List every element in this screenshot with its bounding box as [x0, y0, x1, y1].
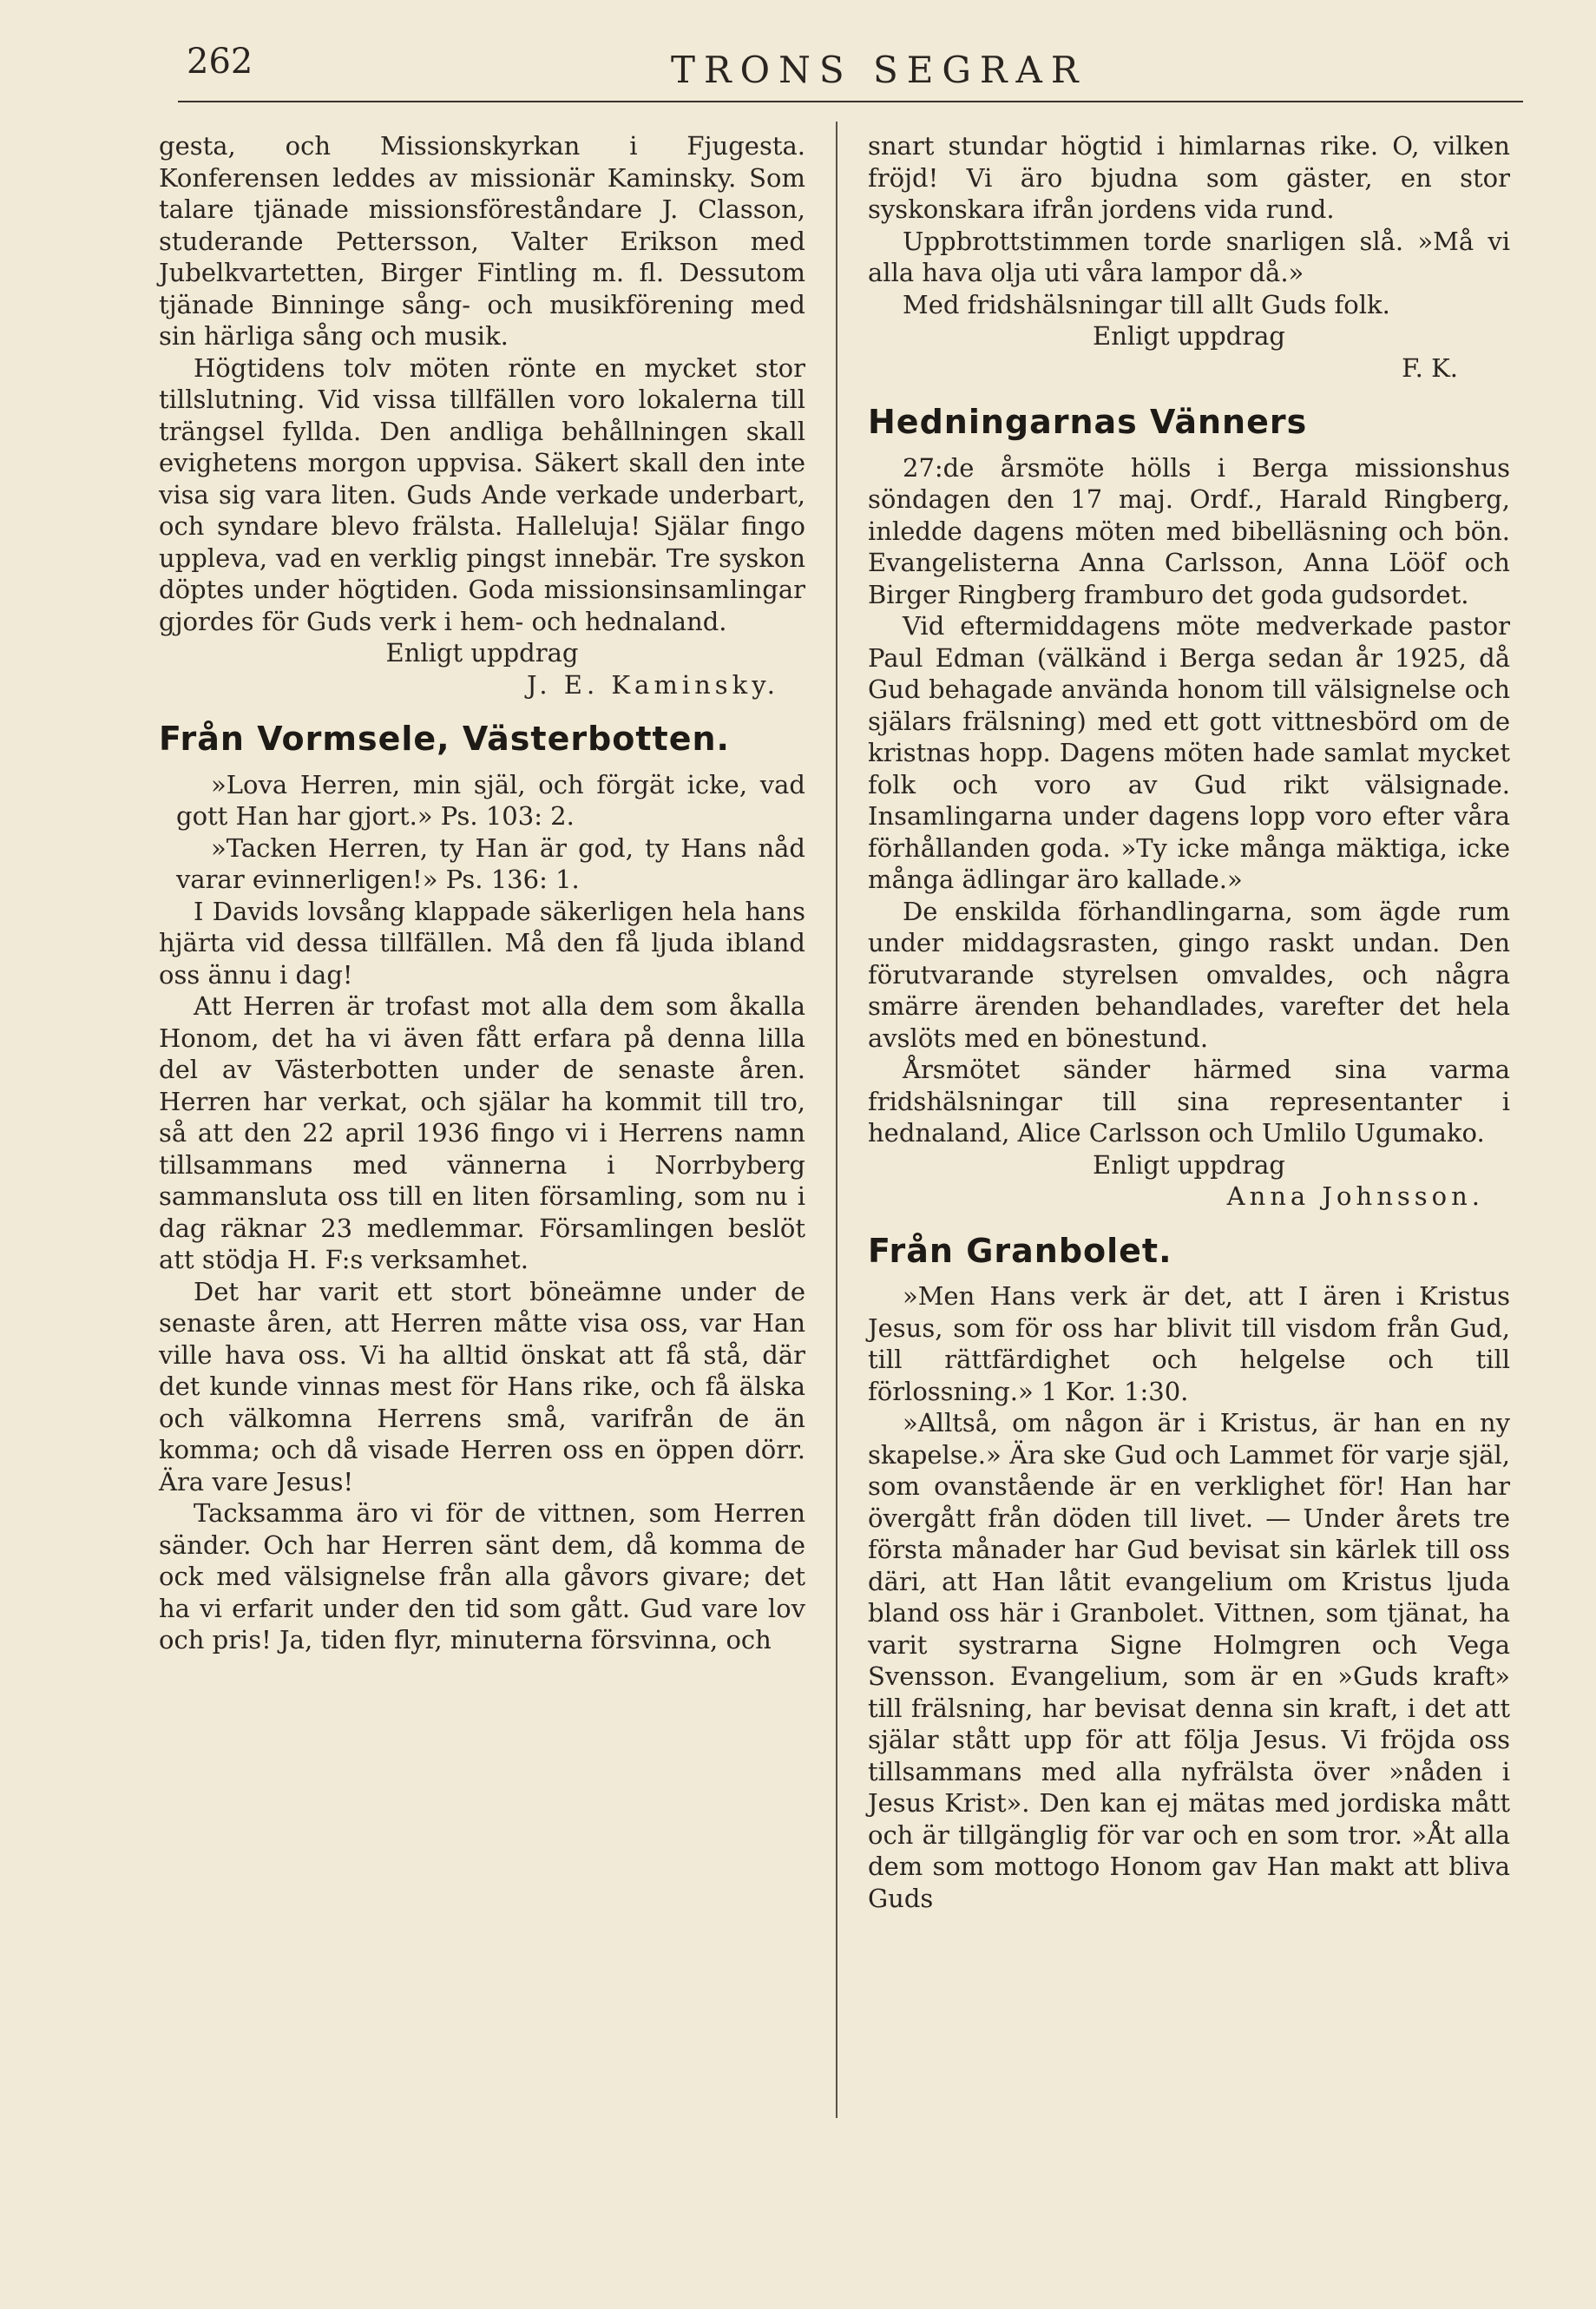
article-paragraph: Med fridshälsningar till allt Guds folk. — [903, 289, 1390, 319]
article-paragraph: gesta, och Missionskyrkan i Fjugesta. Konferensen leddes av missionär Kaminsky. Som talare tjänade missionsföreståndare J. Classon, studerande Pettersson, Valter Erikson med Jubelkvartetten, Birger Fintling m. fl. Dessutom tjänade Binninge sång- och musikförening med sin härliga sång och musik. — [159, 131, 805, 351]
scripture-quote: »Men Hans verk är det, att I ären i Kristus Jesus, som för oss har blivit till visdom från Gud, till rättfärdighet och helgelse och till förlossning.» 1 Kor. 1:30. — [868, 1281, 1510, 1406]
signature-label: Enligt uppdrag — [1093, 1149, 1285, 1180]
scripture-quote: »Lova Herren, min själ, och förgät icke, vad gott Han har gjort.» Ps. 103: 2. — [176, 769, 805, 831]
article-paragraph: Det har varit ett stort böneämne under de senaste åren, att Herren måtte visa oss, var Han ville hava oss. Vi ha alltid önskat att få stå, där det kunde vinnas mest för Hans rike, och få älska och välkomna Herrens små, varifrån de än komma; och då visade Herren oss en öppen dörr. Ära vare Jesus! — [159, 1276, 805, 1497]
scripture-quote: »Tacken Herren, ty Han är god, ty Hans nåd varar evinnerligen!» Ps. 136: 1. — [176, 832, 805, 894]
article-paragraph: »Alltså, om någon är i Kristus, är han en ny skapelse.» Ära ske Gud och Lammet för varje själ, som ovanstående är en verklighet för! Han har övergått från döden till livet. — Under årets tre första månader har Gud bevisat sin kärlek till oss däri, att Han låtit evangelium om Kristus ljuda bland oss här i Granbolet. Vittnen, som tjänat, ha varit systrarna Signe Holmgren och Vega Svensson. Evangelium, som är en »Guds kraft» till frälsning, har bevisat denna sin kraft, i det att själar stått upp för att följa Jesus. Vi fröjda oss tillsammans med alla nyfrälsta över »nåden i Jesus Krist». Den kan ej mätas med jordiska mått och är tillgänglig för var och en som tror. »Åt alla dem som mottogo Honom gav Han makt att bliva Guds — [868, 1408, 1510, 1913]
header-rule — [178, 101, 1523, 102]
article-paragraph: De enskilda förhandlingarna, som ägde rum under middagsrasten, gingo raskt undan. Den förutvarande styrelsen omvaldes, och några smärre ärenden behandlades, varefter det hela avslöts med en bönestund. — [868, 896, 1510, 1053]
signature-name: J. E. Kaminsky. — [526, 669, 779, 700]
article-paragraph: snart stundar högtid i himlarnas rike. O, vilken fröjd! Vi äro bjudna som gäster, en stor syskonskara ifrån jordens vida rund. — [868, 131, 1510, 224]
page-number: 262 — [187, 42, 253, 82]
article-paragraph: Årsmötet sänder härmed sina varma fridshälsningar till sina representanter i hednaland, Alice Carlsson och Umlilo Ugumako. — [868, 1055, 1510, 1148]
article-heading: Från Granbolet. — [868, 1231, 1172, 1270]
article-paragraph: 27:de årsmöte hölls i Berga missionshus söndagen den 17 maj. Ordf., Harald Ringberg, inledde dagens möten med bibelläsning och bön. Evangelisterna Anna Carlsson, Anna Lööf och Birger Ringberg framburo det goda gudsordet. — [868, 452, 1510, 609]
article-paragraph: Uppbrottstimmen torde snarligen slå. »Må vi alla hava olja uti våra lampor då.» — [868, 226, 1510, 287]
signature-label: Enligt uppdrag — [1093, 321, 1285, 351]
article-heading: Från Vormsele, Västerbotten. — [159, 720, 730, 758]
article-paragraph: Vid eftermiddagens möte medverkade pastor Paul Edman (välkänd i Berga sedan år 1925, då Gud behagade använda honom till välsignelse och själars frälsning) med ett gott vittnesbörd om de kristnas hopp. Dagens möten hade samlat mycket folk och voro av Gud rikt välsignade. Insamlingarna under dagens lopp voro efter våra förhållanden goda. »Ty icke många mäktiga, icke många ädlingar äro kallade.» — [868, 611, 1510, 894]
right-column — [868, 130, 1510, 1914]
article-paragraph: I Davids lovsång klappade säkerligen hela hans hjärta vid dessa tillfällen. Må den få ljuda ibland oss ännu i dag! — [159, 896, 805, 990]
running-title: TRONS SEGRAR — [671, 49, 1087, 91]
article-heading: Hedningarnas Vänners — [868, 403, 1308, 441]
signature-name: F. K. — [1402, 352, 1458, 383]
signature-label: Enligt uppdrag — [385, 638, 579, 668]
article-paragraph: Högtidens tolv möten rönte en mycket stor tillslutning. Vid vissa tillfällen voro lokalerna till trängsel fyllda. Den andliga behållningen skall evighetens morgon uppvisa. Säkert skall den inte visa sig vara liten. Guds Ande verkade underbart, och syndare blevo frälsta. Halleluja! Själar fingo uppleva, vad en verklig pingst innebär. Tre syskon döptes under högtiden. Goda missionsinsamlingar gjordes för Guds verk i hem- och hednaland. — [159, 352, 805, 636]
column-divider — [836, 122, 837, 2118]
left-column — [159, 130, 805, 1656]
signature-name: Anna Johnsson. — [1226, 1181, 1484, 1211]
page-header — [178, 42, 1523, 102]
article-paragraph: Tacksamma äro vi för de vittnen, som Herren sänder. Och har Herren sänt dem, då komma de ock med välsignelse från alla gåvors givare; det ha vi erfarit under den tid som gått. Gud vare lov och pris! Ja, tiden flyr, minuterna försvinna, och — [159, 1498, 805, 1654]
article-paragraph: Att Herren är trofast mot alla dem som åkalla Honom, det ha vi även fått erfara på denna lilla del av Västerbotten under de senaste åren. Herren har verkat, och själar ha kommit till tro, så att den 22 april 1936 fingo vi i Herrens namn tillsammans med vännerna i Norrbyberg sammansluta oss till en liten församling, som nu i dag räknar 23 medlemmar. Församlingen beslöt att stödja H. F:s verksamhet. — [159, 991, 805, 1274]
